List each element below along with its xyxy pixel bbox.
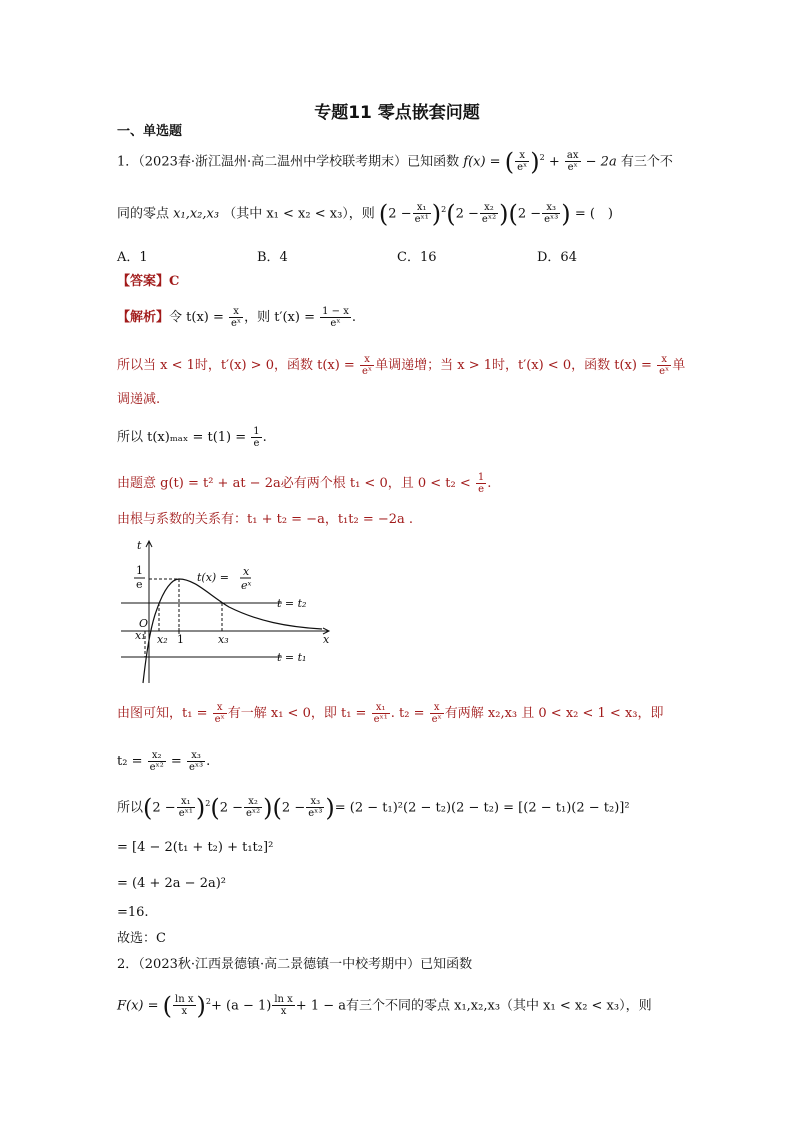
q1-x1-num: x₁ [413, 202, 431, 214]
function-graph [117, 537, 337, 685]
graph-origin: O [139, 617, 149, 630]
analysis-7b: 有一解 x₁ < 0，即 t₁ = [227, 706, 371, 721]
analysis-9-num-2: x₂ [244, 796, 262, 808]
q1-f-tail: − 2a [585, 154, 617, 170]
analysis-2c: 单 [672, 358, 686, 373]
question-1-line-2: 同的零点 x₁,x₂,x₃ （其中 x₁ < x₂ < x₃），则 (2 − $\frac{\text{x₁}}{\text{eˣ¹}}$ )$^2$(2 − $\frac{\text{x₂}}{\text{eˣ²}}$ )(2 − $\frac{\text{x₃}}{\text{eˣ³}}$ ) = ( ) [117, 199, 613, 228]
option-d: D．64 [537, 250, 577, 265]
analysis-2b: 单调递增；当 x > 1时，t′(x) < 0，函数 t(x) = [375, 358, 657, 373]
graph-x1: x₁ [135, 629, 146, 642]
q1-x3-den: eˣ³ [544, 214, 559, 226]
graph-curve-num: x [243, 565, 250, 578]
analysis-9-den-1: eˣ¹ [178, 808, 193, 820]
section-heading: 一、单选题 [117, 124, 183, 139]
graph-line-t1-label: t = t₁ [277, 651, 307, 664]
analysis-2-den-2: eˣ [659, 366, 670, 377]
q1-x2-den: eˣ² [481, 214, 497, 226]
graph-line-t2-label: t = t₂ [277, 597, 307, 610]
q2-F-num-1: ln x [175, 994, 194, 1006]
analysis-line-5: 由题意 g(t) = t² + at − 2a必有两个根 t₁ < 0，且 0 < t₂ < $\frac{1}{e}$ . [117, 472, 492, 495]
q1-x1-den: eˣ¹ [414, 214, 429, 226]
analysis-1c-num: 1 − x [322, 306, 349, 317]
analysis-9-den-3: eˣ³ [308, 808, 323, 820]
analysis-line-8: t₂ = $\frac{\text{x₂}}{\text{eˣ²}}$ = $\frac{\text{x₃}}{\text{eˣ³}}$ . [117, 750, 211, 773]
analysis-line-12: =16. [117, 905, 149, 920]
question-2-line-2: F(x) = ( $\frac{\text{ln x}}{x}$ )$^2$+ (a − 1) $\frac{\text{ln x}}{x}$ + 1 − a有三个不同的零点 x₁,x₂,x₃（其中 x₁ < x₂ < x₃），则 [117, 991, 652, 1020]
analysis-4-num: 1 [253, 426, 260, 437]
analysis-2a: 所以当 x < 1时，t′(x) > 0，函数 t(x) = [117, 358, 359, 373]
analysis-9-two-3: 2 − [281, 800, 306, 816]
q1-expr-tail: = ( ) [574, 206, 613, 222]
q2-F-den-1: x [181, 1006, 188, 1018]
analysis-7-num-3: x [430, 702, 444, 714]
q1-two-2: 2 − [455, 206, 479, 222]
graph-y-tick-num: 1 [136, 564, 143, 577]
analysis-9-den-2: eˣ² [246, 808, 261, 820]
analysis-1b: ，则 t′(x) = [244, 310, 320, 325]
graph-t-label: t [137, 539, 142, 552]
q1-f-lhs: f(x) = [463, 154, 505, 170]
analysis-7a: 由图可知，t₁ = [117, 706, 212, 721]
analysis-line-7 [117, 702, 664, 725]
answer-label: 【答案】C [117, 274, 180, 289]
page-title: 专题11 零点嵌套问题 [314, 103, 480, 123]
analysis-1a: 令 t(x) = [169, 310, 229, 325]
analysis-9b: = (2 − t₁)²(2 − t₂)(2 − t₂) = [(2 − t₁)(2 − t₂)]² [334, 800, 630, 816]
analysis-8a: t₂ = [117, 754, 147, 769]
q1-two-3: 2 − [517, 206, 542, 222]
analysis-2-den-1: eˣ [361, 366, 373, 377]
q1-f2-num: ax [566, 150, 579, 162]
analysis-8b: = [166, 754, 186, 769]
analysis-5-num: 1 [477, 472, 485, 483]
analysis-9-num-1: x₁ [177, 796, 195, 808]
analysis-label: 【解析】 [117, 310, 170, 325]
analysis-7d: 有两解 x₂,x₃ 且 0 < x₂ < 1 < x₃，即 [444, 706, 664, 721]
analysis-9-num-3: x₃ [306, 796, 324, 808]
option-b: B．4 [257, 250, 288, 265]
analysis-7-den-2: eˣ¹ [373, 714, 388, 725]
graph-x3: x₃ [218, 633, 229, 646]
analysis-8-num-1: x₂ [148, 750, 166, 762]
q1-f-num: x [515, 150, 529, 162]
q2-F-den-2: x [280, 1006, 287, 1018]
analysis-5a: 由题意 g(t) = t² + at − 2a必有两个根 t₁ < 0，且 0 < t₂ < [117, 476, 475, 491]
graph-x-label: x [323, 633, 330, 646]
analysis-1-den: eˣ [231, 318, 242, 329]
analysis-9-two-2: 2 − [219, 800, 243, 816]
q1-stem-prefix: 1．（2023春·浙江温州·高二温州中学校联考期末）已知函数 [117, 154, 460, 170]
q1-stem-suffix: 有三个不 [620, 154, 673, 170]
q1-f-den: eˣ [517, 162, 528, 174]
analysis-line-11: = (4 + 2a − 2a)² [117, 876, 227, 891]
analysis-1c-den: eˣ [330, 318, 341, 329]
analysis-2-num-2: x [657, 354, 671, 366]
analysis-line-13: 故选：C [117, 931, 166, 946]
analysis-9-two-1: 2 − [152, 800, 176, 816]
analysis-7-num-1: x [213, 702, 227, 714]
analysis-8-num-2: x₃ [187, 750, 205, 762]
q1-x3-num: x₃ [542, 202, 560, 214]
question-2-line-1: 2．（2023秋·江西景德镇·高二景德镇一中校考期中）已知函数 [117, 957, 473, 972]
q1-line2-prefix: 同的零点 [117, 206, 170, 222]
analysis-8-den-2: eˣ³ [188, 762, 204, 773]
graph-x-tick-label: 1 [177, 633, 184, 646]
analysis-line-3: 调递减. [117, 392, 161, 407]
graph-curve-label: t(x) = [197, 571, 229, 584]
analysis-line-6: 由根与系数的关系有：t₁ + t₂ = −a，t₁t₂ = −2a . [117, 512, 414, 527]
analysis-7c: . t₂ = [390, 706, 429, 721]
analysis-7-den-3: eˣ [431, 714, 442, 725]
question-1-line-1: 1．（2023春·浙江温州·高二温州中学校联考期末）已知函数 f(x) = ( $\frac{x}{\text{eˣ}}$ )$^2$ + $\frac{ax}{\text{eˣ}}$ − 2a 有三个不 [117, 147, 673, 176]
q2-F-tail: + 1 − a有三个不同的零点 x₁,x₂,x₃（其中 x₁ < x₂ < x₃），则 [295, 998, 652, 1014]
analysis-line-4: 所以 t(x)ₘₐₓ = t(1) = $\frac{1}{e}$ . [117, 426, 267, 449]
q1-two-1: 2 − [388, 206, 412, 222]
q1-order: （其中 x₁ < x₂ < x₃），则 [223, 206, 375, 222]
q1-zeros: x₁,x₂,x₃ [173, 206, 220, 222]
q2-F-mid: + (a − 1) [210, 998, 272, 1014]
analysis-5-den: e [478, 484, 485, 495]
option-a: A．1 [117, 250, 148, 265]
q1-f2-den: eˣ [567, 162, 578, 174]
analysis-8-den-1: eˣ² [149, 762, 164, 773]
q1-x2-num: x₂ [480, 202, 498, 214]
analysis-4a: 所以 t(x)ₘₐₓ = t(1) = [117, 430, 251, 445]
q2-F-num-2: ln x [274, 994, 293, 1006]
analysis-4-den: e [253, 438, 260, 449]
analysis-7-den-1: eˣ [214, 714, 225, 725]
graph-curve-den: eˣ [241, 579, 252, 592]
analysis-line-1: 【解析】令 t(x) = $\frac{x}{\text{eˣ}}$ ，则 t′(x) = $\frac{1 - x}{\text{eˣ}}$ . [117, 306, 357, 329]
analysis-1-num: x [229, 306, 243, 318]
analysis-9a: 所以 [117, 800, 144, 816]
analysis-line-2 [117, 354, 685, 377]
q1-f-plus: + [548, 154, 560, 170]
graph-y-tick-den: e [136, 578, 143, 591]
graph-x2: x₂ [157, 633, 168, 646]
analysis-line-9: 所以(2 − $\frac{\text{x₁}}{\text{eˣ¹}}$ )$^2$(2 − $\frac{\text{x₂}}{\text{eˣ²}}$ )(2 − $\frac{\text{x₃}}{\text{eˣ³}}$ )= (2 − t₁)²(2 − t₂)(2 − t₂) = [(2 − t₁)(2 − t₂)]² [117, 793, 630, 822]
analysis-2-num-1: x [360, 354, 374, 366]
option-c: C．16 [397, 250, 437, 265]
analysis-line-10: = [4 − 2(t₁ + t₂) + t₁t₂]² [117, 840, 274, 855]
q2-F-lhs: F(x) = [117, 998, 163, 1014]
analysis-7-num-2: x₁ [372, 702, 390, 714]
